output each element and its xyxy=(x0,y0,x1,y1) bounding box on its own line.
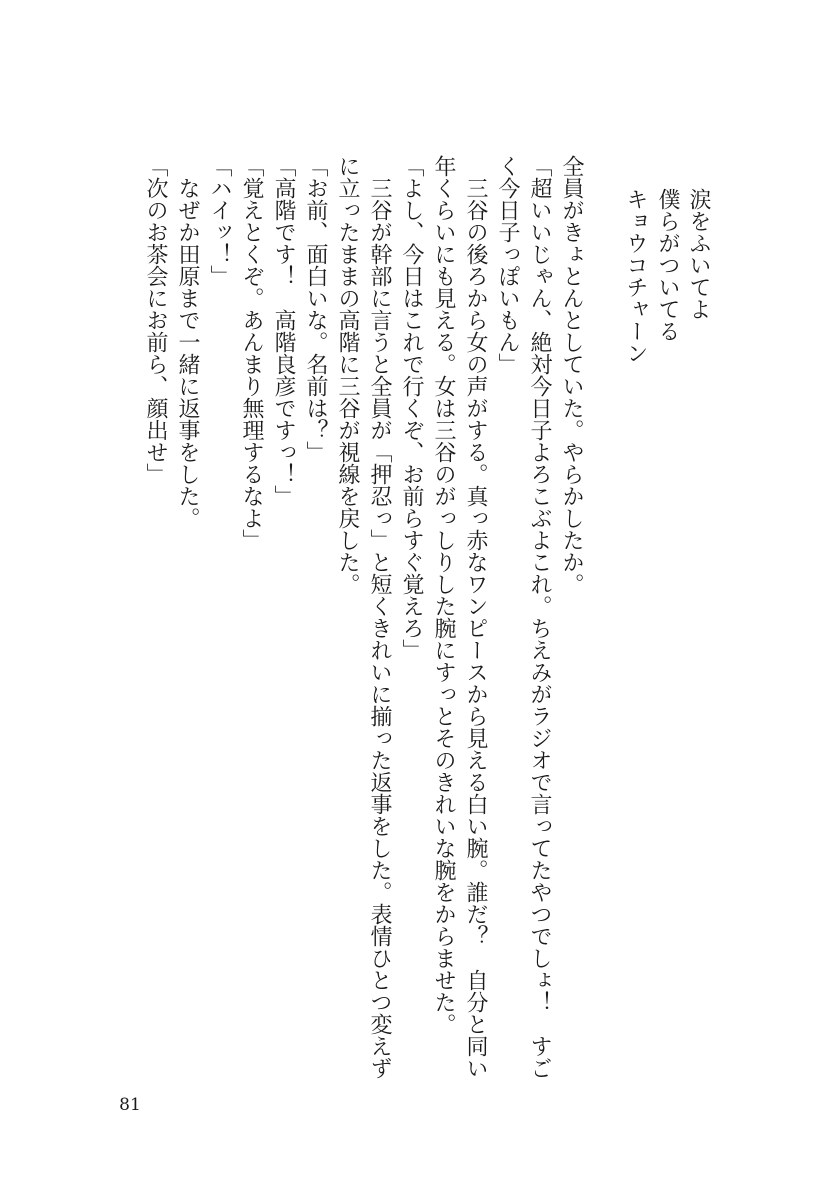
text-line-6: 「よし、今日はこれで行くぞ、お前らすぐ覚えろ」 xyxy=(399,155,424,661)
verse-line-3: キョウコチャーン xyxy=(623,188,648,364)
text-line-3: く今日子っぽいもん」 xyxy=(495,155,520,375)
text-line-12: 「ハイッ！」 xyxy=(207,155,232,287)
text-line-4: 三谷の後ろから女の声がする。真っ赤なワンピースから見える白い腕。誰だ？ 自分と同い xyxy=(463,155,488,1079)
text-line-1: 全員がきょとんとしていた。やらかしたか。 xyxy=(559,155,584,595)
text-line-11: 「覚えとくぞ。あんまり無理するなよ」 xyxy=(239,155,264,551)
text-line-9: 「お前、面白いな。名前は？」 xyxy=(303,155,328,463)
text-line-10: 「高階です！ 高階良彦ですっ！」 xyxy=(271,155,296,507)
text-line-14: 「次のお茶会にお前ら、顔出せ」 xyxy=(143,155,168,485)
text-line-8: に立ったままの高階に三谷が視線を戻した。 xyxy=(335,155,360,595)
text-line-7: 三谷が幹部に言うと全員が「押忍っ」と短くきれいに揃った返事をした。表情ひとつ変えず xyxy=(367,155,392,1079)
verse-line-1: 涙をふいてよ xyxy=(686,188,711,320)
page-number: 81 xyxy=(119,1095,141,1115)
text-line-2: 「超いいじゃん、絶対今日子よろこぶよこれ。ちえみがラジオで言ってたやつでしょ！ すご xyxy=(527,155,552,1079)
text-line-13: なぜか田原まで一緒に返事をした。 xyxy=(175,155,200,529)
verse-line-2: 僕らがついてる xyxy=(655,188,680,342)
text-line-5: 年くらいにも見える。女は三谷のがっしりした腕にすっとそのきれいな腕をからませた。 xyxy=(431,155,456,1035)
